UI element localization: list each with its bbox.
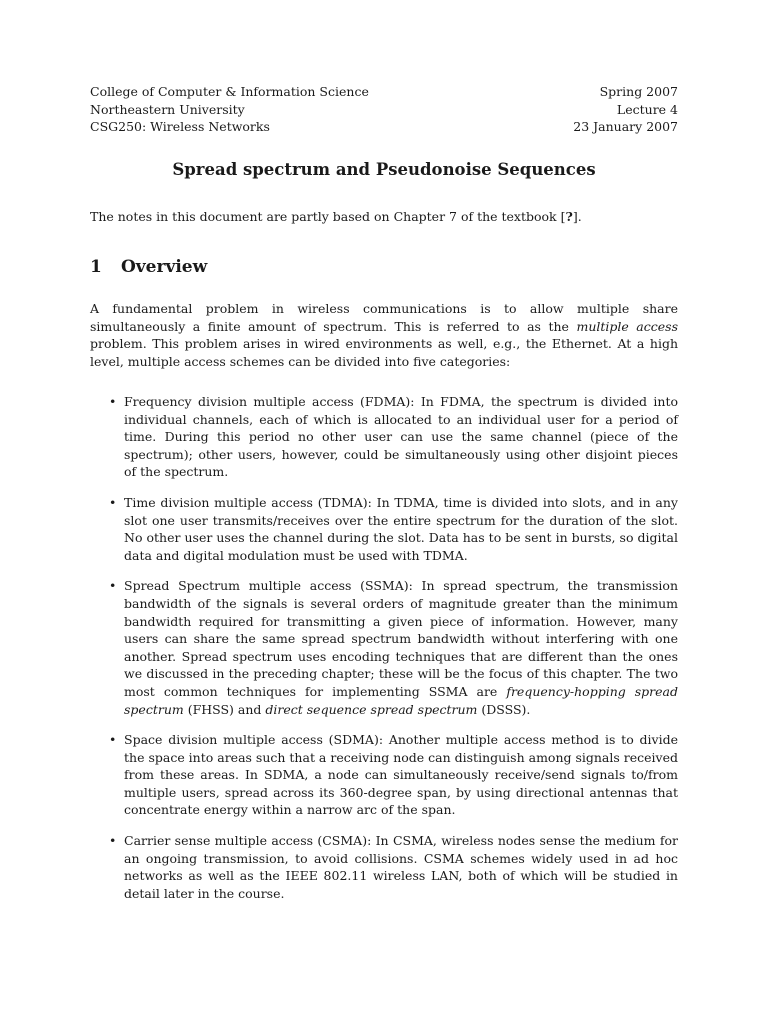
list-item-sdma	[90, 731, 678, 819]
header-institution: College of Computer & Information Science	[90, 84, 369, 99]
overview-paragraph	[90, 300, 678, 370]
bullet-icon: •	[109, 732, 117, 748]
header-university: Northeastern University	[90, 101, 245, 117]
document-title: Spread spectrum and Pseudonoise Sequences	[172, 160, 596, 179]
bullet-icon: •	[109, 494, 117, 510]
list-item-text-end: (DSSS).	[477, 701, 531, 717]
list-item-fdma	[90, 393, 678, 481]
header-date: 23 January 2007	[573, 119, 678, 134]
list-item-tdma	[90, 494, 678, 564]
header-right-block	[573, 83, 678, 136]
fhss-emphasis: frequency-hopping spread spectrum	[124, 683, 678, 717]
list-item-ssma	[90, 577, 678, 718]
intro-text-after: ].	[572, 209, 582, 224]
section-number: 1	[90, 257, 102, 277]
access-schemes-list	[90, 383, 678, 902]
header-lecture: Lecture 4	[616, 101, 678, 117]
overview-emphasis: multiple access	[576, 318, 678, 334]
bullet-icon: •	[109, 394, 117, 409]
overview-text-1: A fundamental problem in wireless communications is to allow multiple share simultaneously a finite amount of spectrum. This is referred to as the	[90, 301, 678, 334]
list-item-text: Spread Spectrum multiple access (SSMA): In spread spectrum, the transmission bandwidth of the signals is several orders of magnitude greater than the minimum bandwidth required for transmitting a given piece of information. However, many users can share the same spread spectrum bandwidth without interfering with one another. Spread spectrum uses encoding techniques that are different than the ones we discussed in the preceding chapter; these will be the focus of this chapter. The two most common techniques for implementing SSMA are	[124, 578, 678, 699]
list-item-text: Space division multiple access (SDMA): Another multiple access method is to divide the space into areas such that a receiving node can distinguish among signals received from these areas. In SDMA, a node can simultaneously receive/send signals to/from multiple users, spread across its 360-degree span, by using directional antennas that concentrate energy within a narrow arc of the span.	[124, 732, 679, 818]
header-term: Spring 2007	[599, 84, 678, 99]
section-heading	[90, 257, 678, 277]
list-item-csma	[90, 832, 678, 902]
bullet-icon: •	[109, 578, 117, 594]
list-item-text-mid: (FHSS) and	[183, 701, 266, 717]
dsss-emphasis: direct sequence spread spectrum	[265, 701, 478, 717]
section-title: Overview	[121, 257, 208, 277]
overview-text-2: problem. This problem arises in wired environments as well, e.g., the Ethernet. At a high level, multiple access schemes can be divided into five categories:	[90, 336, 678, 369]
citation-ref[interactable]: ?	[565, 209, 573, 224]
intro-text-before: The notes in this document are partly based on Chapter 7 of the textbook [	[90, 209, 566, 224]
list-item-text: Frequency division multiple access (FDMA): In FDMA, the spectrum is divided into individual channels, each of which is allocated to an individual user for a period of time. During this period no other user can use the same channel (piece of the spectrum); other users, however, could be simultaneously using other disjoint pieces of the spectrum.	[124, 394, 678, 480]
intro-paragraph	[90, 208, 678, 226]
header-course: CSG250: Wireless Networks	[90, 119, 270, 134]
header-left-block	[90, 83, 369, 136]
list-item-text: Carrier sense multiple access (CSMA): In CSMA, wireless nodes sense the medium for an ongoing transmission, to avoid collisions. CSMA schemes widely used in ad hoc networks as well as the IEEE 802.11 wireless LAN, both of which will be studied in detail later in the course.	[124, 833, 678, 901]
list-item-text: Time division multiple access (TDMA): In TDMA, time is divided into slots, and in any slot one user transmits/receives over the entire spectrum for the duration of the slot. No other user uses the channel during the slot. Data has to be sent in bursts, so digital data and digital modulation must be used with TDMA.	[124, 494, 678, 563]
document-header	[90, 83, 678, 136]
bullet-icon: •	[109, 833, 117, 849]
